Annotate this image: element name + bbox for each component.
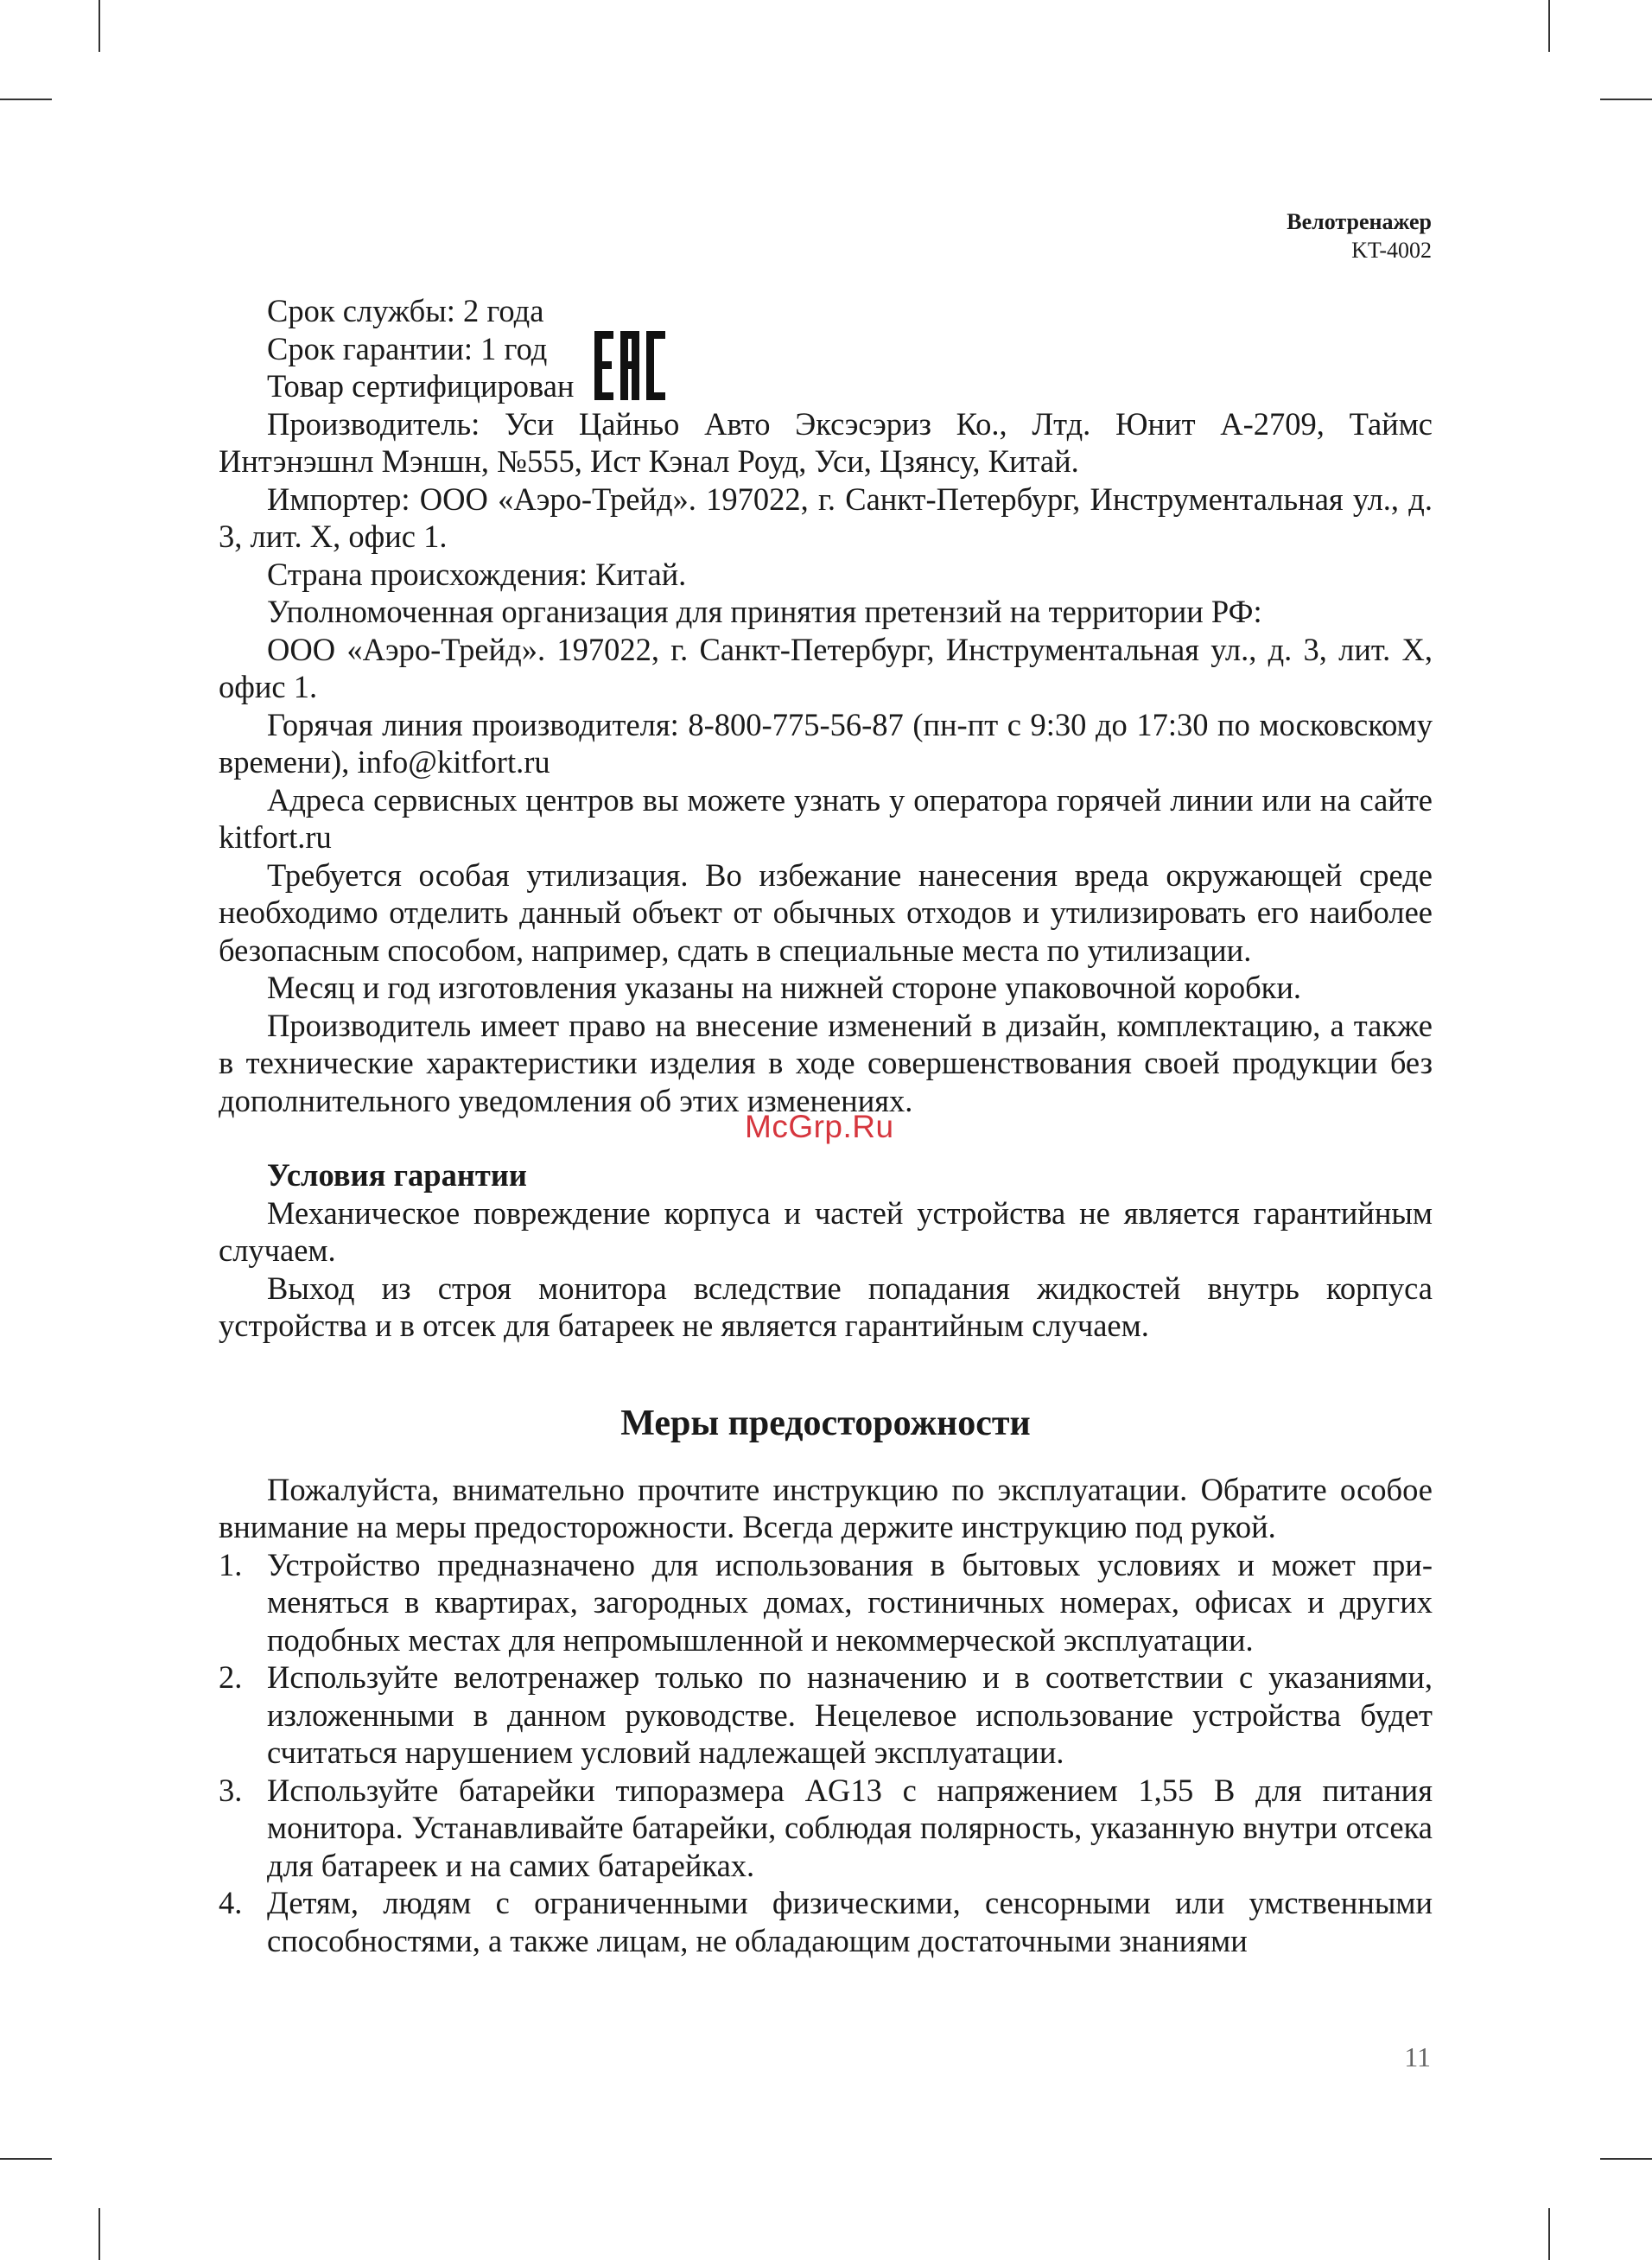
cert-lines (267, 292, 574, 405)
list-item-number: 3. (219, 1772, 243, 1808)
manufacture-date-note: Месяц и год изготовления указаны на нижней стороне упаковочной коробки. (267, 970, 1302, 1005)
warranty-condition-item: Механическое повреждение корпуса и частей устройства не является гарантийным случаем. (219, 1194, 1433, 1268)
country-of-origin: Страна происхождения: Китай. (267, 556, 687, 592)
warranty-condition-item: Выход из строя монитора вследствие попадания жидкостей внутрь корпуса устройства и в отсек для батареек не является гарантийным случаем. (219, 1270, 1433, 1343)
list-item-number: 4. (219, 1885, 243, 1920)
header-model: KT-4002 (1351, 238, 1432, 263)
crop-mark (1600, 2158, 1652, 2160)
list-item-text: Используйте велотренажер только по назначению и в соответствии с указаниями, изложенными в данном руководстве. Нецелевое использование устройства будет считаться нарушением условий надлежащей эксплуатации. (267, 1659, 1433, 1770)
disposal-notice: Требуется особая утилизация. Во избежание нанесения вреда окружающей среде необходимо отделить данный объект от обычных отходов и утилизировать его наиболее безопасным способом, например, сдать в специальные места по утилизации. (219, 856, 1433, 968)
warranty-conditions-title: Условия гарантии (267, 1157, 527, 1193)
list-item-text: Используйте батарейки типоразмера AG13 с напряжением 1,55 В для питания монитора. Устанавливайте батарейки, соблюдая полярность, указанную внутри отсека для батареек и на самих батарейках. (267, 1772, 1433, 1883)
crop-mark (98, 0, 100, 52)
cert-block (219, 292, 1433, 405)
eac-certification-icon (594, 331, 667, 404)
manufacturer: Производитель: Уси Цайньо Авто Эксэсэриз Ко., Лтд. Юнит A-2709, Таймс Интэнэшнл Мэншн, №555, Ист Кэнал Роуд, Уси, Цзянсу, Китай. (219, 405, 1433, 479)
precautions-title: Меры предосторожности (620, 1403, 1031, 1443)
warranty-period: Срок гарантии: 1 год (267, 330, 548, 366)
list-item (219, 1658, 1433, 1772)
list-item (219, 1772, 1433, 1885)
header-title: Велотренажер (1287, 209, 1432, 234)
crop-mark (1600, 99, 1652, 100)
list-item (219, 1546, 1433, 1659)
crop-mark (1548, 0, 1550, 52)
list-item-number: 1. (219, 1546, 243, 1582)
crop-mark (1548, 2208, 1550, 2260)
certified-text: Товар сертифицирован (267, 368, 575, 404)
precautions-intro: Пожалуйста, внимательно прочтите инструкцию по эксплуатации. Обратите особое внимание на меры предосторожности. Всегда держите инструкцию под рукой. (219, 1471, 1433, 1544)
authorized-organization: Уполномоченная организация для принятия претензий на территории РФ: (267, 594, 1262, 629)
importer: Импортер: ООО «Аэро-Трейд». 197022, г. Санкт-Петербург, Инструментальная ул., д. 3, лит. Х, офис 1. (219, 481, 1433, 554)
service-centers: Адреса сервисных центров вы можете узнать у оператора горячей линии или на сайте kitfort.ru (219, 781, 1433, 855)
crop-mark (0, 99, 52, 100)
authorized-organization-address: ООО «Аэро-Трейд». 197022, г. Санкт-Петербург, Инструментальная ул., д. 3, лит. Х, офис 1. (219, 631, 1433, 704)
watermark: McGrp.Ru (745, 1109, 894, 1144)
page-number: 11 (1404, 2041, 1431, 2072)
crop-mark (98, 2208, 100, 2260)
list-item-text: Детям, людям с ограниченными физическими, сенсорными или умственными способностями, а также лицам, не обладающим достаточными знаниями (267, 1885, 1433, 1958)
running-header (1287, 207, 1432, 264)
service-life: Срок службы: 2 года (267, 293, 544, 328)
precautions-list (219, 1546, 1433, 1960)
list-item-text: Устройство предназначено для использования в бытовых условиях и может применяться в квартирах, загородных домах, гостиничных номерах, офисах и других подобных местах для непромышленной и некоммерческой эксплуатации. (267, 1546, 1433, 1658)
list-item (219, 1884, 1433, 1959)
crop-mark (0, 2158, 52, 2160)
changes-notice: Производитель имеет право на внесение изменений в дизайн, комплектацию, а также в технические характеристики изделия в ходе совершенствования своей продукции без дополнительного уведомления об этих изменениях. (219, 1007, 1433, 1118)
list-item-number: 2. (219, 1659, 243, 1695)
eac-logo-icon (594, 331, 667, 400)
hotline: Горячая линия производителя: 8-800-775-56-87 (пн-пт с 9:30 до 17:30 по московскому времени), info@kitfort.ru (219, 706, 1433, 780)
